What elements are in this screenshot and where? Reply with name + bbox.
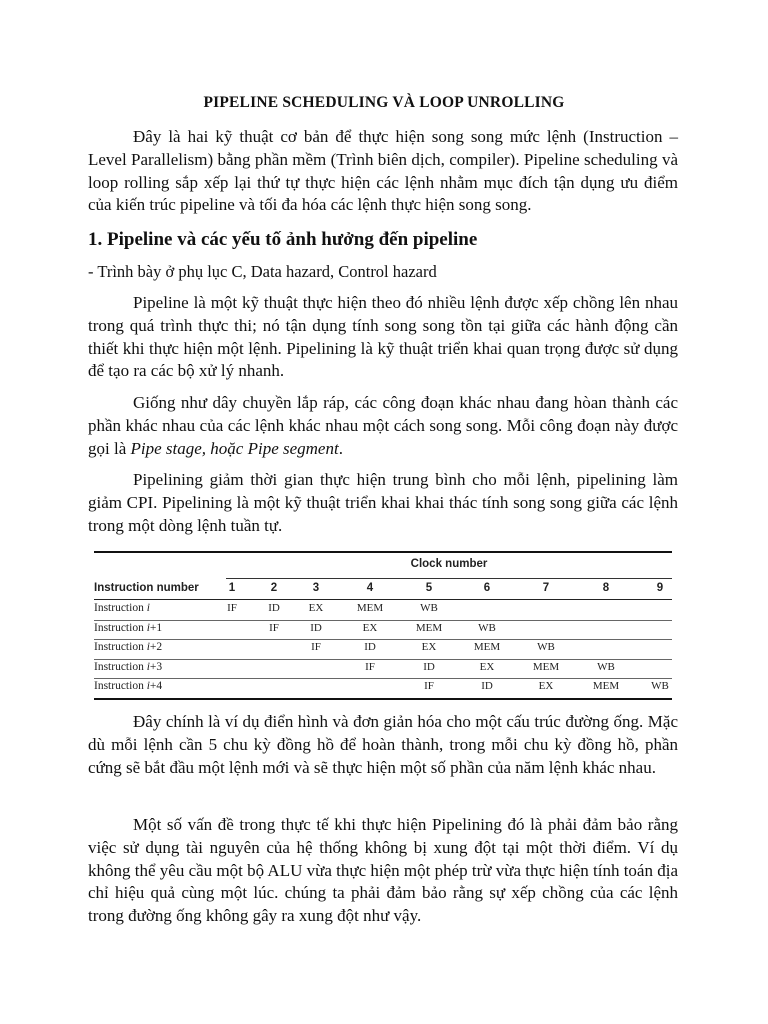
clock-number-5: 5 xyxy=(425,582,433,594)
pipeline-text: Pipeline là một kỹ thuật thực hiện theo đó nhiều lệnh được xếp chồng lên nhau trong quá trình thực thi; nó tận dụng tính song song tồn tại giữa các hành động cần thiết khi thực hiện một lệnh. Pipelining là kỹ thuật triển khai quan trọng được sử dụng để tạo ra các bộ xử lý nhanh. xyxy=(88,293,678,381)
clock-number-2: 2 xyxy=(270,582,278,594)
stage-cell: EX xyxy=(362,621,378,634)
instruction-label xyxy=(94,622,162,634)
instruction-variable: i xyxy=(146,621,150,634)
clock-number-7: 7 xyxy=(542,582,550,594)
pipe-stage-term: Pipe stage, hoặc Pipe segment xyxy=(130,438,339,458)
stage-cell: ID xyxy=(364,641,376,653)
table-top-rule xyxy=(94,551,672,553)
stage-cell: ID xyxy=(268,602,280,614)
stage-cell: EX xyxy=(479,660,495,673)
stage-cell: WB xyxy=(537,641,555,653)
instruction-label xyxy=(94,680,162,692)
example-text: Đây chính là ví dụ điển hình và đơn giản hóa cho một cấu trúc đường ống. Mặc dù mỗi lệnh cần 5 chu kỳ đồng hồ để hoàn thành, trong mỗi chu kỳ đồng hồ, phần cứng sẽ bắt đầu một lệnh mới và sẽ thực hiện một số phần của năm lệnh khác nhau. xyxy=(88,712,678,777)
instruction-variable: i xyxy=(146,641,150,653)
intro-paragraph xyxy=(88,126,678,217)
instruction-prefix: Instruction xyxy=(94,680,147,692)
cpi-text: Pipelining giảm thời gian thực hiện trung bình cho mỗi lệnh, pipelining làm giảm CPI. Pipelining là một kỹ thuật triển khai khai thác tính song song giữa các lệnh trong một dòng lệnh tuần tự. xyxy=(88,470,678,535)
stage-cell: MEM xyxy=(415,621,443,634)
assembly-paragraph xyxy=(88,392,678,460)
stage-cell: IF xyxy=(365,660,375,673)
stage-cell: EX xyxy=(538,680,554,692)
instruction-label xyxy=(94,602,150,614)
stage-cell: EX xyxy=(308,602,324,614)
intro-text: Đây là hai kỹ thuật cơ bản để thực hiện song song mức lệnh (Instruction – Level Parallelism) bằng phần mềm (Trình biên dịch, compiler). Pipeline scheduling và loop rolling sắp xếp lại thứ tự thực hiện các lệnh nhằm mục đích tận dụng ưu điểm của kiến trúc pipeline và tối đa hóa các lệnh thực hiện song song. xyxy=(88,127,678,215)
instruction-offset: +2 xyxy=(149,641,163,653)
instruction-label xyxy=(94,661,162,673)
stage-cell: EX xyxy=(421,641,437,653)
instruction-label xyxy=(94,641,162,653)
stage-cell: WB xyxy=(478,621,496,634)
clock-number-8: 8 xyxy=(602,582,610,594)
document-title: PIPELINE SCHEDULING VÀ LOOP UNROLLING xyxy=(203,94,565,111)
assembly-text: Giống như dây chuyền lắp ráp, các công đoạn khác nhau đang hòan thành các phần khác nhau của các lệnh khác nhau một cách song song. Mỗi công đoạn này được gọi là xyxy=(88,393,678,458)
stage-cell: MEM xyxy=(592,680,620,692)
stage-cell: ID xyxy=(481,680,493,692)
table-row xyxy=(94,659,672,680)
instruction-number-header: Instruction number xyxy=(94,582,199,594)
clock-number-6: 6 xyxy=(483,582,491,594)
instruction-offset: +4 xyxy=(149,680,163,692)
stage-cell: WB xyxy=(420,602,438,614)
clock-number-4: 4 xyxy=(366,582,374,594)
stage-cell: WB xyxy=(597,660,615,673)
instruction-variable: i xyxy=(146,660,150,673)
example-paragraph xyxy=(88,711,678,779)
instruction-offset: +1 xyxy=(149,621,163,634)
instruction-offset: +3 xyxy=(149,660,163,673)
instruction-prefix: Instruction xyxy=(94,641,147,653)
stage-cell: MEM xyxy=(356,602,384,614)
stage-cell: MEM xyxy=(473,641,501,653)
clock-number-header: Clock number xyxy=(410,558,488,570)
stage-cell: IF xyxy=(227,602,237,614)
instruction-prefix: Instruction xyxy=(94,602,147,614)
clock-number-9: 9 xyxy=(656,582,664,594)
stage-cell: WB xyxy=(651,680,669,692)
section-heading: 1. Pipeline và các yếu tố ảnh hưởng đến pipeline xyxy=(88,229,478,250)
issues-paragraph xyxy=(88,814,678,928)
instruction-variable: i xyxy=(146,680,150,692)
issues-text: Một số vấn đề trong thực tế khi thực hiện Pipelining đó là phải đảm bảo rằng việc sử dụng tài nguyên của hệ thống không bị xung đột tại một thời điểm. Ví dụ không thể yêu cầu một bộ ALU vừa thực hiện một phép trừ vừa thực hiện tính toán địa chỉ hiệu quả cùng một lúc. chúng ta phải đảm bảo rằng sự xếp chồng của các lệnh trong đường ống không gây ra xung đột như vậy. xyxy=(88,815,678,926)
pipeline-paragraph xyxy=(88,292,678,383)
instruction-prefix: Instruction xyxy=(94,621,147,634)
instruction-prefix: Instruction xyxy=(94,660,147,673)
stage-cell: ID xyxy=(423,660,435,673)
stage-cell: IF xyxy=(269,621,279,634)
stage-cell: IF xyxy=(311,641,321,653)
stage-cell: MEM xyxy=(532,660,560,673)
table-row xyxy=(94,639,672,660)
clock-number-3: 3 xyxy=(312,582,320,594)
clock-number-1: 1 xyxy=(228,582,236,594)
table-row xyxy=(94,600,672,621)
table-row xyxy=(94,678,672,700)
clock-header-rule xyxy=(226,578,672,579)
assembly-end: . xyxy=(338,438,343,458)
instruction-variable: i xyxy=(146,602,150,614)
stage-cell: IF xyxy=(424,680,434,692)
stage-cell: ID xyxy=(310,621,322,634)
bullet-line: - Trình bày ở phụ lục C, Data hazard, Control hazard xyxy=(88,262,437,281)
table-row xyxy=(94,620,672,641)
cpi-paragraph xyxy=(88,469,678,537)
